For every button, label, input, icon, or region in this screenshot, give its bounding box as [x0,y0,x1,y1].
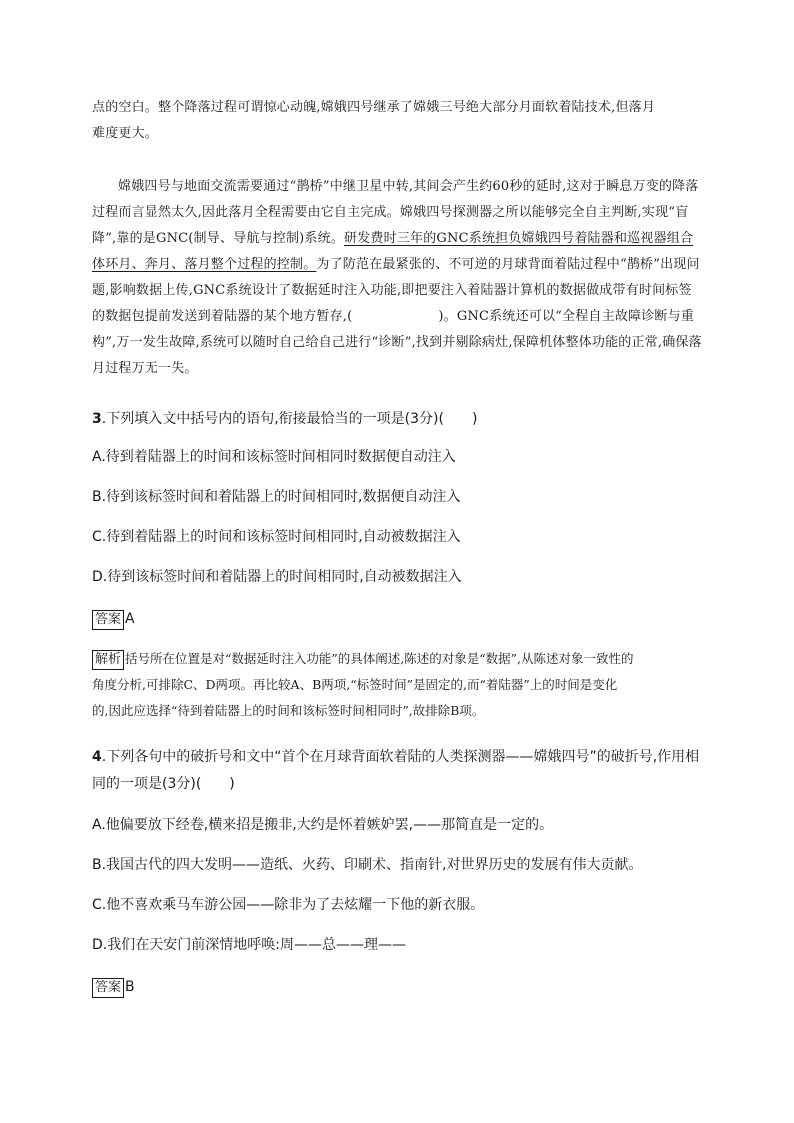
passage-p2-text-3: )。GNC系统还可以“全程自主故障诊断与重构”,万一发生故障,系统可以随时自己给自己进行“诊断”,找到并剔除病灶,保障机体整体功能的正常,确保落月过程万无一失。 [92,309,702,376]
question-3-stem [92,408,704,430]
answer-value: B [125,979,135,995]
passage-paragraph-1 [92,95,704,147]
question-3-option-d: D.待到该标签时间和着陆器上的时间相同时,自动被数据注入 [92,569,462,585]
answer-label: 答案 [92,978,124,998]
analysis-line-1: 括号所在位置是对“数据延时注入功能”的具体阐述,陈述的对象是“数据”,从陈述对象一致性的 [125,651,634,666]
question-4-answer [92,976,704,998]
question-4-text: .下列各句中的破折号和文中“首个在月球背面软着陆的人类探测器——嫦娥四号”的破折号,作用相 [101,749,700,765]
question-4-stem-line-1 [92,746,704,768]
question-3-text: .下列填入文中括号内的语句,衔接最恰当的一项是(3分)( ) [101,411,478,427]
question-4-option-b: B.我国古代的四大发明——造纸、火药、印刷术、指南针,对世界历史的发展有伟大贡献。 [92,857,643,873]
analysis-line-3: 的,因此应选择“待到着陆器上的时间和该标签时间相同时”,故排除B项。 [92,703,485,718]
passage-p1-line1: 点的空白。整个降落过程可谓惊心动魄,嫦娥四号继承了嫦娥三号绝大部分月面软着陆技术,但落月 [92,100,656,115]
question-3-analysis [92,646,704,724]
question-4-option-a: A.他偏要放下经卷,横来招是搬非,大约是怀着嫉妒罢,——那简直是一定的。 [92,817,554,833]
question-4-option-d: D.我们在天安门前深情地呼唤:周——总——理—— [92,937,406,953]
question-3-option-b: B.待到该标签时间和着陆器上的时间相同时,数据便自动注入 [92,489,461,505]
passage-p2-text-1: 嫦娥四号与地面交流需要通过“鹊桥”中继卫星中转,其间会产生约60秒的延时,这对于瞬息万变的降落过程而言显然太久,因此落月全程需要由它自主完成。嫦娥四号探测器之所以能够完全自主判断,实现“盲降”,靠的是GNC(制导、导航与控制)系统。 [92,179,699,246]
question-4-number: 4 [92,749,102,765]
question-4-option-c: C.他不喜欢乘马车游公园——除非为了去炫耀一下他的新衣服。 [92,897,485,913]
question-3-number: 3 [92,411,102,427]
question-3-option-a: A.待到着陆器上的时间和该标签时间相同时数据便自动注入 [92,449,456,465]
answer-value: A [125,611,135,627]
passage-p2-text-2: 为了防范在最紧张的、不可逆的月球背面着陆过程中“鹊桥”出现问题,影响数据上传,GNC系统设计了数据延时注入功能,即把要注入着陆器计算机的数据做成带有时间标签的数据包提前发送到着陆器的某个地方暂存,( [92,257,700,324]
passage-paragraph-2 [92,174,704,382]
passage-underlined-sentence: 研发费时三年的GNC系统担负嫦娥四号着陆器和巡视器组合体环月、奔月、落月整个过程的控制。 [92,231,694,272]
analysis-line-2: 角度分析,可排除C、D两项。再比较A、B两项,“标签时间”是固定的,而“着陆器”上的时间是变化 [92,677,618,692]
analysis-label: 解析 [92,650,124,670]
question-4-stem-line-2: 同的一项是(3分)( ) [92,776,235,792]
question-3-answer [92,608,704,630]
passage-p1-line2: 难度更大。 [92,126,159,141]
question-3-option-c: C.待到着陆器上的时间和该标签时间相同时,自动被数据注入 [92,529,461,545]
answer-label: 答案 [92,610,124,630]
